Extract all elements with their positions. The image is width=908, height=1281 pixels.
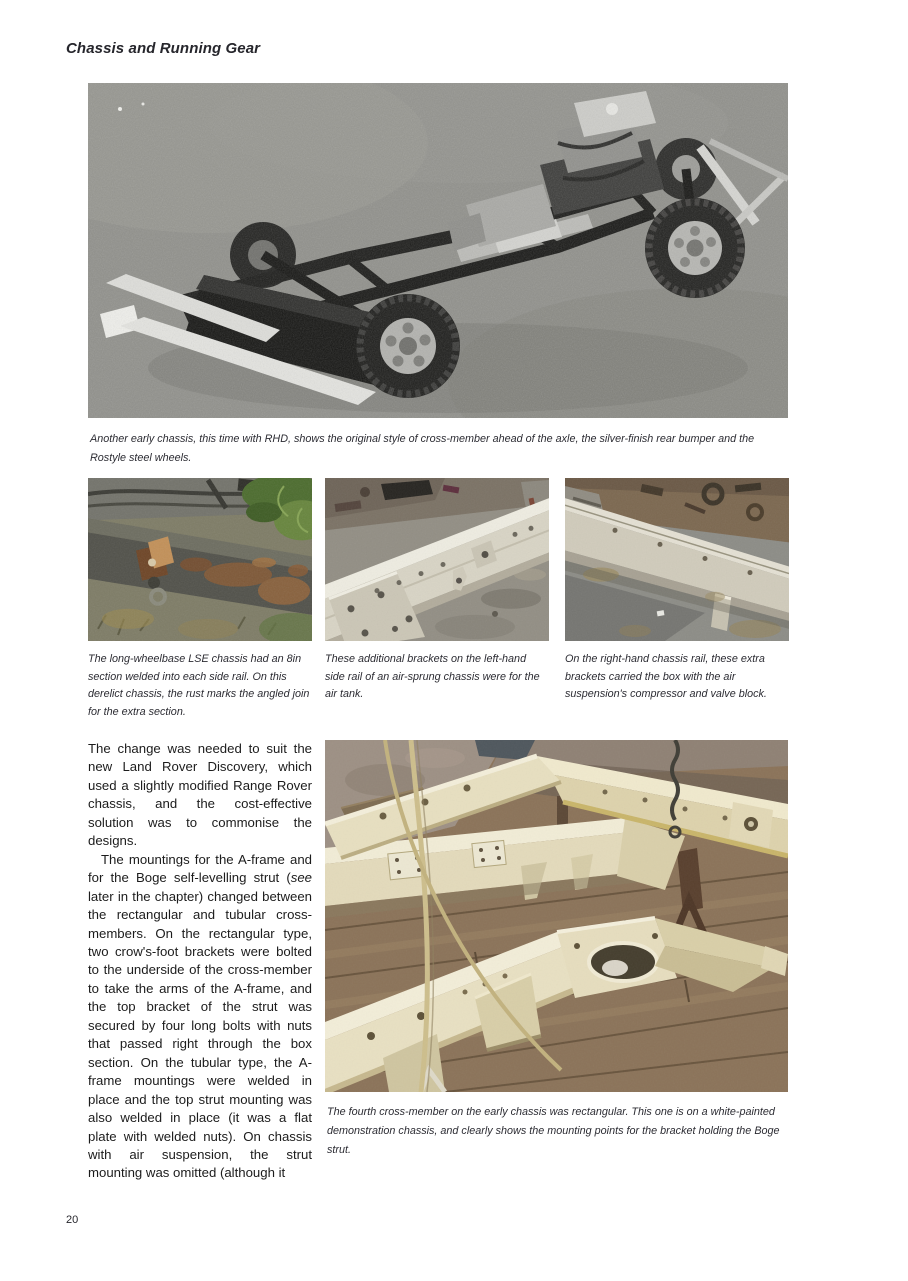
body-paragraph-2-text: The mountings for the A-frame and for the Boge self-levelling strut ( [88, 851, 312, 886]
page-number: 20 [66, 1214, 79, 1226]
thumb-caption-left-rail: These additional brackets on the left-hand side rail of an air-sprung chassis were for the air tank. [325, 653, 540, 701]
thumb-photo-right-rail [565, 478, 789, 641]
bottom-chassis-photo-image [325, 740, 788, 1092]
thumb-photo-lse-rail-image [88, 478, 312, 641]
running-header: Chassis and Running Gear [66, 40, 261, 57]
bottom-photo-caption: The fourth cross-member on the early chassis was rectangular. This one is on a white-painted demonstration chassis, and clearly shows the mounting points for the bracket holding the Boge strut. [327, 1106, 780, 1156]
body-paragraph-2-continuation: later in the chapter) changed between the rectangular and tubular cross-members. On the rectangular type, two crow's-foot brackets were bolted to the underside of the cross-member to take the arms of the A-frame, and the top bracket of the strut was secured by four long bolts with nuts that passed right through the box section. On the tubular type, the A-frame mountings were welded in place and the top strut mounting was also welded in place (it was a flat plate with welded nuts). On chassis with air suspension, the strut mounting was omitted (although it [88, 888, 312, 1181]
body-paragraph-2-italic: see [290, 870, 312, 886]
main-photo-caption: Another early chassis, this time with RHD, shows the original style of cross-member ahead of the axle, the silver-finish rear bumper and the Rostyle steel wheels. [90, 433, 755, 464]
main-chassis-photo [88, 83, 788, 418]
thumb-photo-left-rail [325, 478, 549, 641]
body-text-column [88, 740, 312, 1183]
body-paragraph-1: The change was needed to suit the new Land Rover Discovery, which used a slightly modified Range Rover chassis, and the cost-effective solution was to commonise the designs. [88, 741, 312, 849]
body-paragraph-2 [88, 851, 312, 1183]
thumb-caption-lse-rail: The long-wheelbase LSE chassis had an 8in section welded into each side rail. On this derelict chassis, the rust marks the angled join for the extra section. [88, 653, 310, 718]
thumb-photo-lse-rail [88, 478, 312, 641]
thumb-photo-right-rail-image [565, 478, 789, 641]
bottom-chassis-photo [325, 740, 788, 1092]
thumb-photo-left-rail-image [325, 478, 549, 641]
thumb-caption-right-rail: On the right-hand chassis rail, these extra brackets carried the box with the air suspension's compressor and valve block. [565, 653, 767, 701]
main-chassis-photo-image [88, 83, 788, 418]
